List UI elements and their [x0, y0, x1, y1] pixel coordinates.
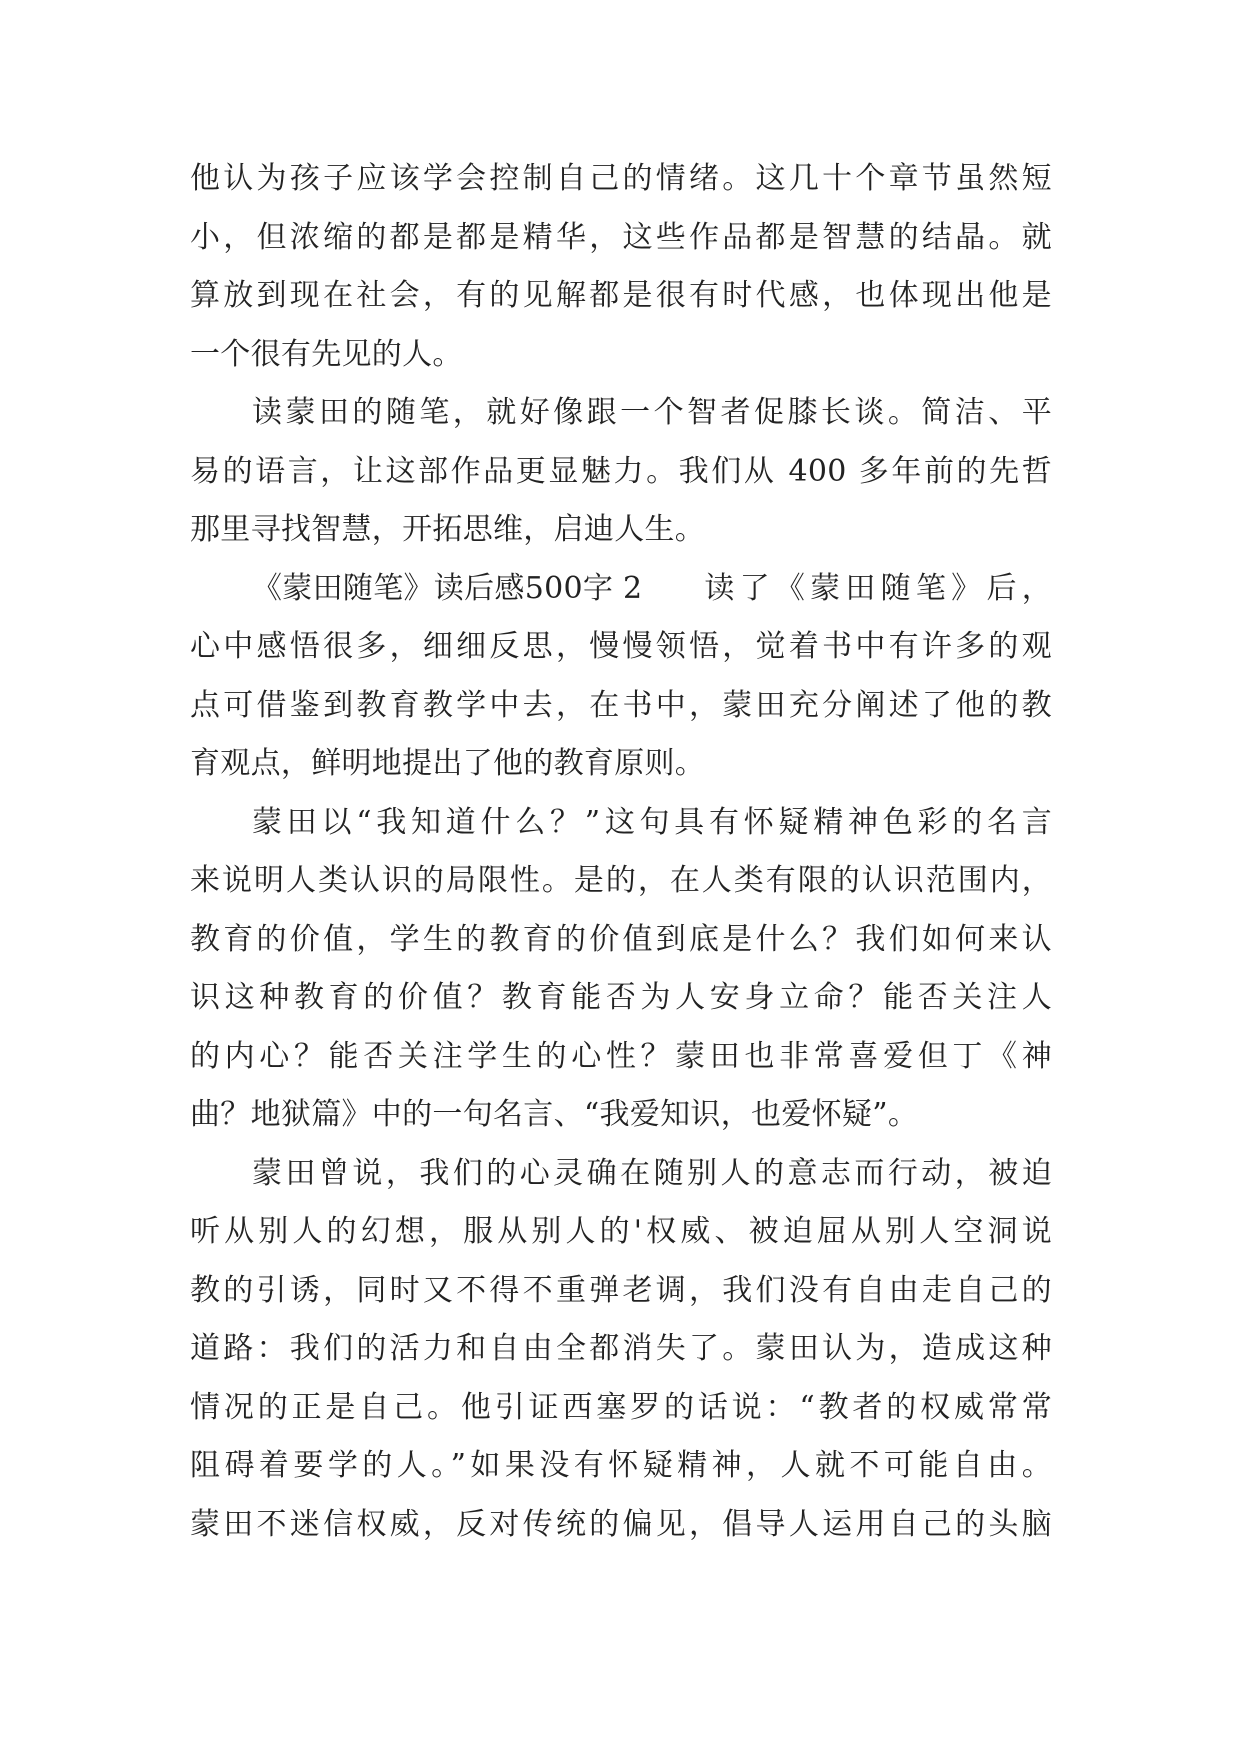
text-line: 他认为孩子应该学会控制自己的情绪。这几十个章节虽然短 [190, 161, 1052, 196]
text-line: 小，但浓缩的都是都是精华，这些作品都是智慧的结晶。就 [190, 219, 1052, 255]
paragraph [190, 1145, 1052, 1555]
text-line: 育观点，鲜明地提出了他的教育原则。 [190, 746, 706, 781]
text-line: 点可借鉴到教育教学中去，在书中，蒙田充分阐述了他的教 [190, 687, 1052, 723]
text-line: 蒙田以“我知道什么？”这句具有怀疑精神色彩的名言 [252, 804, 1052, 840]
text-line: 蒙田曾说，我们的心灵确在随别人的意志而行动，被迫 [252, 1155, 1052, 1191]
text-line: 教育的价值，学生的教育的价值到底是什么？我们如何来认 [190, 921, 1052, 957]
paragraph [190, 560, 1052, 794]
text-line: 蒙田不迷信权威，反对传统的偏见，倡导人运用自己的头脑 [190, 1506, 1052, 1542]
text-line: 算放到现在社会，有的见解都是很有时代感，也体现出他是 [190, 278, 1052, 313]
paragraph [190, 150, 1052, 384]
text-line: 阻碍着要学的人。”如果没有怀疑精神，人就不可能自由。 [190, 1448, 1052, 1483]
text-line: 那里寻找智慧，开拓思维，启迪人生。 [190, 512, 706, 547]
text-line: 心中感悟很多，细细反思，慢慢领悟，觉着书中有许多的观 [190, 629, 1052, 664]
text-line: 识这种教育的价值？教育能否为人安身立命？能否关注人 [190, 980, 1052, 1015]
text-line: 一个很有先见的人。 [190, 336, 463, 372]
text-line: 道路：我们的活力和自由全都消失了。蒙田认为，造成这种 [190, 1331, 1052, 1366]
paragraph [190, 384, 1052, 560]
text-line: 情况的正是自己。他引证西塞罗的话说：“教者的权威常常 [190, 1389, 1052, 1425]
text-line: 读了《蒙田随笔》后， [704, 570, 1052, 606]
text-line: 教的引诱，同时又不得不重弹老调，我们没有自由走自己的 [190, 1272, 1052, 1308]
body-text [190, 150, 1052, 1554]
section-heading-line [190, 560, 1052, 619]
text-line: 易的语言，让这部作品更显魅力。我们从 400 多年前的先哲 [190, 453, 1052, 489]
heading-gap [642, 560, 704, 619]
text-line: 的内心？能否关注学生的心性？蒙田也非常喜爱但丁《神 [190, 1038, 1052, 1074]
text-line: 来说明人类认识的局限性。是的，在人类有限的认识范围内， [190, 863, 1052, 898]
text-line: 曲？地狱篇》中的一句名言、“我爱知识，也爱怀疑”。 [190, 1097, 919, 1132]
text-line: 读蒙田的随笔，就好像跟一个智者促膝长谈。简洁、平 [252, 395, 1052, 430]
text-line: 听从别人的幻想，服从别人的'权威、被迫屈从别人空洞说 [190, 1214, 1052, 1249]
paragraph [190, 794, 1052, 1145]
section-heading: 《蒙田随笔》读后感500字 2 [252, 570, 643, 606]
